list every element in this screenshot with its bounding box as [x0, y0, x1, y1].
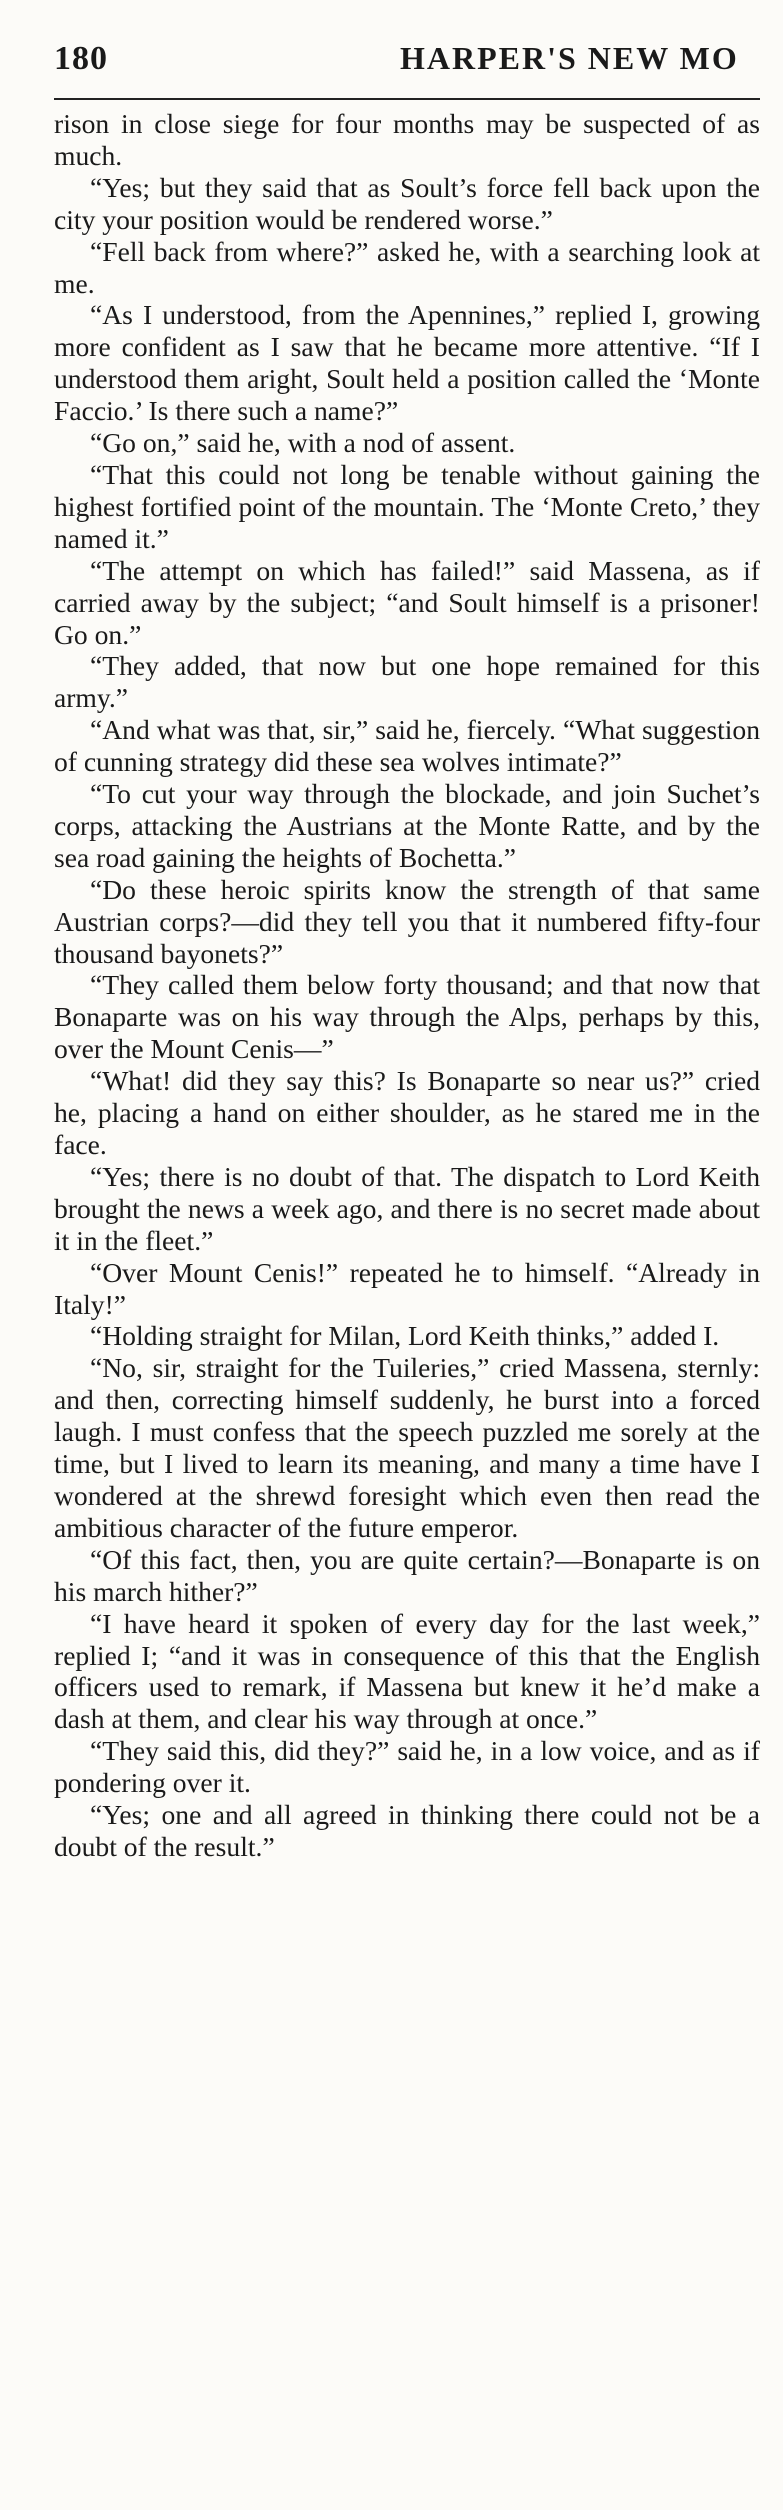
paragraph: “Over Mount Cenis!” repeated he to himself. “Already in Italy!”: [54, 1256, 760, 1320]
book-page: [54, 40, 760, 1863]
paragraph: “Yes; there is no doubt of that. The dispatch to Lord Keith brought the news a week ago, and there is no secret made about it in the fleet.”: [54, 1160, 760, 1256]
paragraph: “To cut your way through the blockade, and join Suchet’s corps, attacking the Austrians at the Monte Ratte, and by the sea road gaining the heights of Bochetta.”: [54, 778, 760, 873]
paragraph: “They added, that now but one hope remained for this army.”: [54, 650, 760, 714]
page-header: [54, 40, 760, 100]
article-body: [54, 108, 760, 1863]
paragraph: “And what was that, sir,” said he, fiercely. “What suggestion of cunning strategy did these sea wolves intimate?”: [54, 714, 760, 778]
paragraph: “Yes; one and all agreed in thinking there could not be a doubt of the result.”: [54, 1799, 760, 1862]
running-head: HARPER'S NEW MO: [400, 40, 739, 76]
paragraph: “Of this fact, then, you are quite certain?—Bonaparte is on his march hither?”: [54, 1543, 760, 1607]
paragraph: “As I understood, from the Apennines,” replied I, growing more confident as I saw that he became more attentive. “If I understood them aright, Soult held a position called the ‘Monte Faccio.’ Is there such a name?”: [54, 299, 760, 427]
paragraph: “Go on,” said he, with a nod of assent.: [90, 427, 516, 459]
paragraph: “I have heard it spoken of every day for the last week,” replied I; “and it was in consequence of this that the English officers used to remark, if Massena but knew it he’d make a dash at them, and clear his way through at once.”: [54, 1607, 760, 1735]
paragraph: “Yes; but they said that as Soult’s force fell back upon the city your position would be rendered worse.”: [54, 171, 760, 235]
paragraph: “Holding straight for Milan, Lord Keith thinks,” added I.: [90, 1320, 720, 1352]
paragraph: “What! did they say this? Is Bonaparte so near us?” cried he, placing a hand on either shoulder, as he stared me in the face.: [54, 1065, 760, 1160]
paragraph: “Do these heroic spirits know the strength of that same Austrian corps?—did they tell you that it numbered fifty-four thousand bayonets?”: [54, 873, 760, 969]
page-number: 180: [54, 40, 108, 77]
paragraph: rison in close siege for four months may be suspected of as much.: [54, 108, 760, 171]
paragraph: “They said this, did they?” said he, in a low voice, and as if pondering over it.: [54, 1735, 760, 1799]
paragraph: “Fell back from where?” asked he, with a searching look at me.: [54, 235, 760, 299]
paragraph: “They called them below forty thousand; and that now that Bonaparte was on his way through the Alps, perhaps by this, over the Mount Cenis—”: [54, 969, 760, 1065]
paragraph: “The attempt on which has failed!” said Massena, as if carried away by the subject; “and Soult himself is a prisoner! Go on.”: [54, 554, 760, 650]
paragraph: “No, sir, straight for the Tuileries,” cried Massena, sternly: and then, correcting himself suddenly, he burst into a forced laugh. I must confess that the speech puzzled me sorely at the time, but I lived to learn its meaning, and many a time have I wondered at the shrewd foresight which even then read the ambitious character of the future emperor.: [54, 1352, 760, 1543]
paragraph: “That this could not long be tenable without gaining the highest fortified point of the mountain. The ‘Monte Creto,’ they named it.”: [54, 458, 760, 554]
